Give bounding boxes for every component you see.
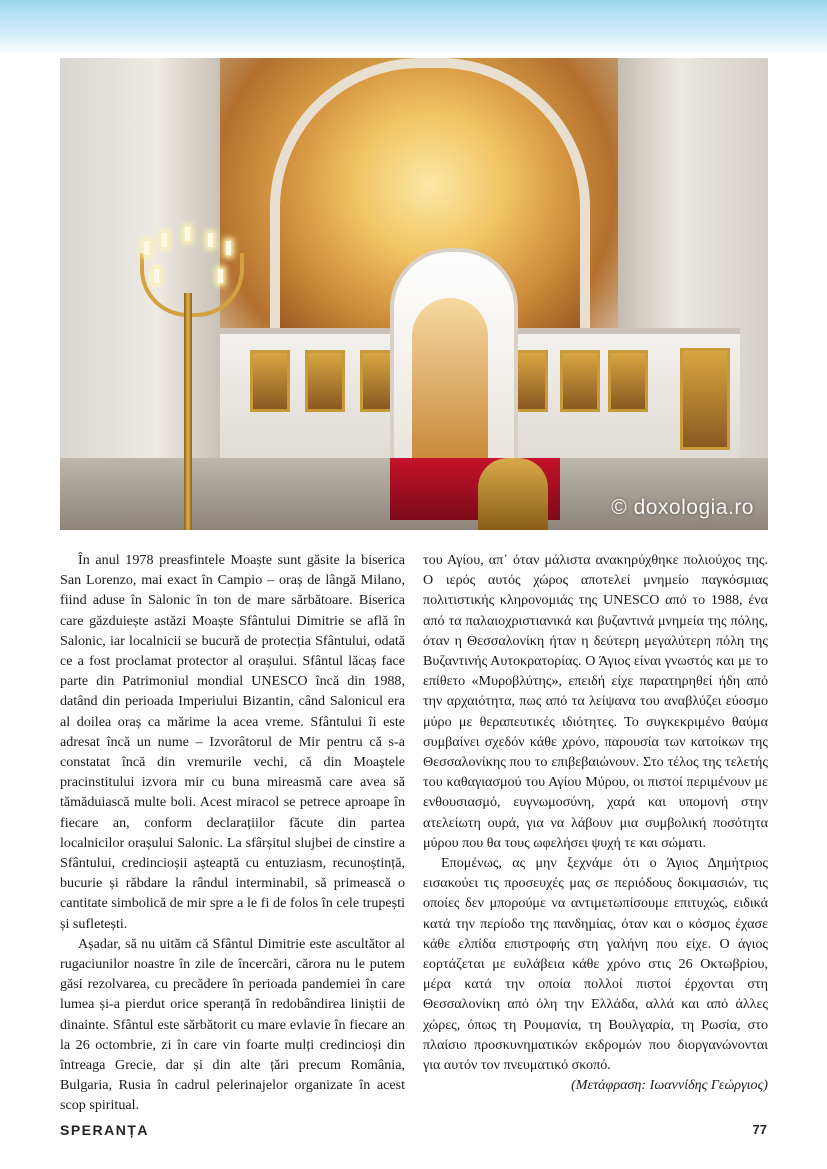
photo-icon-panel xyxy=(608,350,648,412)
article-paragraph: του Αγίου, απ᾽ όταν μάλιστα ανακηρύχθηκε πολιούχος της. Ο ιερός αυτός χώρος αποτελεί μνημείο παγκόσμιας πολιτιστικής κληρονομιάς της UNESCO από το 1988, ένα από τα παλαιοχριστιανικά και βυζαντινά μνημεία της πόλης, όταν η Θεσσαλονίκη ήταν η δεύτερη μεγαλύτερη πόλη της Βυζαντινής Αυτοκρατορίας. Ο Άγιος είναι γνωστός και με το επίθετο «Μυροβλύτης», επειδή είχε παρατηρηθεί ήδη από την αρχαιότητα, πως από τα λείψανα του αναβλύζει εύοσμο μύρο με θεραπευτικές ιδιότητες. Το συγκεκριμένο θαύμα συμβαίνει σχεδόν κάθε χρόνο, παρουσία των κατοίκων της Θεσσαλονίκης που το επιβεβαιώνουν. Στο τέλος της τελετής του καθαγιασμού του Αγίου Μύρου, οι πιστοί περιμένουν με ενθουσιασμό, ευγνωμοσύνη, χαρά και υπομονή στην ατελείωτη ουρά, για να λάβουν μια συμβολική ποσότητα μύρου που θα τους ωφελήσει ψυχή τε και σώματι. xyxy=(423,552,768,851)
photo-sanctuary-view xyxy=(412,298,488,458)
page-number: 77 xyxy=(752,1122,767,1137)
article-paragraph: În anul 1978 preasfintele Moaște sunt găsite la biserica San Lorenzo, mai exact în Campio – oraș de lângă Milano, fiind aduse în Salonic în ton de mare sărbătoare. Biserica care găzduiește astăzi Moaște Sfântului Dimitrie se află în Salonic, iar localnicii se bucură de protecția Sfântului, odată ce a fost proclamat protector al orașului. Sfântul lăcaș face parte din Patrimoniul mondial UNESCO încă din 1988, datând din perioada Imperiului Bizantin, când Salonicul era al doilea oraș ca mărime la acea vreme. Sfântului îi este adresat încă un nume – Izvorâtorul de Mir pentru că s-a constatat încă din vremurile vechi, că din Moaștele pracinstitului izvora mir cu buna mireasmă care avea să tămăduiască multe boli. Acest miracol se petrece aproape în fiecare an, conform declarațiilor făcute din partea localnicilor orașului Salonic. La sfârșitul slujbei de cinstire a Sfântului, credincioșii așteaptă cu entuziasm, recunoștință, bucurie și răbdare la rândul interminabil, să primească o cantitate simbolică de mir spre a le fi de folos în cele trupești și sufletești. xyxy=(60,552,405,932)
article-paragraph: Επομένως, ας μην ξεχνάμε ότι ο Άγιος Δημήτριος εισακούει τις προσευχές μας σε περιόδους δοκιμασιών, τις οποίες δεν μπορούμε να αντιμετωπίσουμε επιτυχώς, ειδικά κατά την περίοδο της πανδημίας, όταν και ο κόσμος έχασε κάθε ελπίδα επιστροφής στη γαλήνη που είχε. Ο άγιος εορτάζεται με ευλάβεια κάθε χρόνο στις 26 Οκτωβρίου, μέρα κατά την οποία πολλοί πιστοί έρχονται στη Θεσσαλονίκη από όλη την Ελλάδα, αλλά και από άλλες χώρες, όπως τη Ρουμανία, τη Βουλγαρία, τη Ρωσία, στο πλαίσιο προσκυνηματικών εκδρομών που διοργανώνονται για αυτόν τον πνευματικό σκοπό. xyxy=(423,855,768,1074)
photo-icon-panel xyxy=(560,350,600,412)
candelabra-icon xyxy=(140,233,236,530)
church-interior-photo xyxy=(60,58,768,530)
photo-bishop-chair xyxy=(478,458,548,530)
photo-icon-panel xyxy=(305,350,345,412)
article-left-column xyxy=(60,550,405,1116)
translator-credit: (Μετάφραση: Ιωαννίδης Γεώργιος) xyxy=(571,1077,768,1094)
top-decorative-band xyxy=(0,0,827,56)
magazine-brand: SPERANȚA xyxy=(60,1122,150,1138)
article-right-column xyxy=(423,550,768,1095)
photo-icon-panel xyxy=(250,350,290,412)
photo-icon-panel xyxy=(680,348,730,450)
photo-watermark: © doxologia.ro xyxy=(611,496,754,519)
article-paragraph: Așadar, să nu uităm că Sfântul Dimitrie este ascultător al rugaciunilor noastre în zile de încercări, cărora nu le putem găsi rezolvarea, cu precădere în perioada pandemiei în care lumea și-a pierdut orice speranță în redobândirea liniștii de dinainte. Sfântul este sărbătorit cu mare evlavie în fiecare an la 26 octombrie, zi în care vin foarte mulți credincioși din întreaga Grecie, dar și din alte țări precum România, Bulgaria, Rusia în cadrul pelerinajelor organizate în acest scop spiritual. xyxy=(60,935,405,1114)
